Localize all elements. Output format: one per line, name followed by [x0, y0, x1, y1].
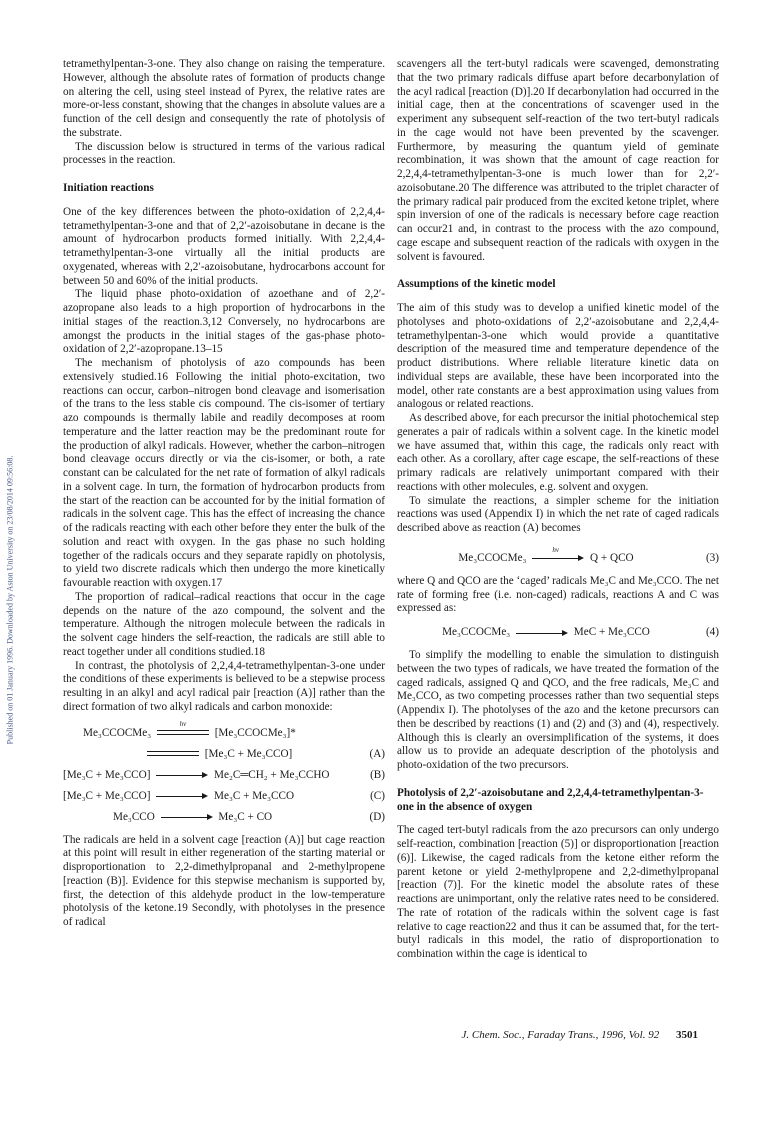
download-watermark [2, 240, 18, 960]
paragraph: In contrast, the photolysis of 2,2,4,4-tetramethylpentan-3-one under the conditions of these experiments is believed to be a stepwise process resulting in an alkyl and acyl radical pair [reaction (A)] rather than the direct formation of two alkyl radicals and carbon monoxide: [63, 659, 385, 713]
section-heading-initiation: Initiation reactions [63, 182, 154, 194]
reaction-arrow-icon [156, 791, 208, 801]
section-heading-assumptions: Assumptions of the kinetic model [397, 278, 556, 291]
hv-label: hv [552, 546, 560, 555]
equation-a-step2 [63, 744, 385, 762]
page-number: 3501 [676, 1029, 698, 1041]
reaction-arrow-icon [516, 628, 568, 638]
download-watermark-text: Published on 01 January 1996. Downloaded by Aston University on 23/08/2014 09:56:08. [5, 455, 15, 745]
left-column [63, 58, 385, 930]
section-heading-photolysis: Photolysis of 2,2′-azoisobutane and 2,2,4,4-tetramethylpentan-3-one in the absence of oxygen [397, 786, 704, 813]
equation-number: (4) [705, 626, 719, 639]
equation-lhs: [Me₃C + Me₃CCO] [63, 768, 151, 781]
paragraph: The aim of this study was to develop a unified kinetic model of the photolyses and photo-oxidations of 2,2′-azoisobutane and 2,2,4,4-tetramethylpentan-3-one which would provide a quantitative description of the measured time and temperature dependence of the product distributions. Where reliable literature kinetic data on individual steps are available, these have been incorporated into the model, other rate constants are a best approximation using values from analogous or related reactions. [397, 302, 719, 411]
paragraph: where Q and QCO are the ‘caged’ radicals Me₃C and Me₃CCO. The net rate of forming free (i.e. non-caged) radicals, reactions A and C was expressed as: [397, 574, 719, 615]
paragraph: To simulate the reactions, a simpler scheme for the initiation reactions was used (Appendix I) in which the net rate of caged radicals described above as reaction (A) becomes [397, 494, 719, 534]
equation-lhs: Me₃CCOCMe₃ [458, 552, 527, 564]
equation-4 [397, 622, 719, 640]
reaction-scheme [63, 720, 385, 825]
reaction-arrow-icon [161, 812, 213, 822]
reaction-arrow-icon [156, 770, 208, 780]
equation-lhs: Me₃CCOCMe₃ [83, 726, 152, 739]
equilibrium-arrow-icon [157, 720, 209, 739]
paragraph: One of the key differences between the photo-oxidation of 2,2,4,4-tetramethylpentan-3-one and that of 2,2′-azoisobutane in decane is the amount of hydrocarbon products formed initially. With 2,2,4,4-tetramethylpentan-3-one virtually all the initial products are oxygenated, whereas with 2,2′-azoisobutane, hydrocarbons account for between 50 and 60% of the initial products. [63, 205, 385, 287]
equation-rhs: Me₂C═CH₂ + Me₃CCHO [214, 768, 330, 781]
equation-number: (C) [370, 789, 385, 802]
equation-rhs: [Me₃CCOCMe₃]* [214, 726, 296, 739]
equation-rhs: Me₃C + CO [218, 810, 273, 823]
equation-number: (D) [369, 810, 385, 823]
paragraph: As described above, for each precursor the initial photochemical step generates a pair of radicals within a solvent cage. In the kinetic model we have assumed that, within this cage, the radicals only react with each other. As a corollary, after cage escape, the self-reactions of these primary radicals are relatively unimportant compared with their reactions with other molecules, e.g. solvent and oxygen. [397, 412, 719, 493]
equation-rhs: MeC + Me₃CCO [573, 626, 650, 639]
equation-number: (3) [705, 552, 719, 564]
equation-c [63, 786, 385, 804]
equation-b [63, 765, 385, 783]
right-column [397, 58, 719, 962]
paragraph: The discussion below is structured in terms of the various radical processes in the reaction. [63, 140, 385, 167]
paragraph: The radicals are held in a solvent cage [reaction (A)] but cage reaction at this point will result in either regeneration of the starting material or disproportionation to 2,2-dimethylpropanal and 2-methylpropene [reaction (B)]. Evidence for this stepwise mechanism is supported by, first, the detection of this aldehyde product in the low-temperature photolysis of the ketone.19 Secondly, with photolyses in the presence of radical [63, 833, 385, 928]
equation-number: (A) [369, 747, 385, 760]
equation-lhs: [Me₃C + Me₃CCO] [63, 789, 151, 802]
equation-rhs: Q + QCO [590, 552, 634, 564]
equilibrium-arrow-icon [147, 748, 199, 760]
paragraph: tetramethylpentan-3-one. They also change on raising the temperature. However, although the absolute rates of formation of products change on altering the cell, using steel instead of Pyrex, the relative rates are more-or-less constant, showing that the changes in absolute values are a function of the cell design and consequently the rate of photolysis of the substrate. [63, 58, 385, 139]
paragraph: To simplify the modelling to enable the simulation to distinguish between the two types of radicals, we have treated the formation of the caged radicals, assigned Q and QCO, and the free radicals, Me₃C and Me₃CCO, as two competing processes rather than two sequential steps (Appendix I). The photolyses of the azo and the ketone precursors can then be described by reactions (1) and (2) and (3) and (4), respectively. Although this is clearly an oversimplification of the systems, it does allow us to provide an adequate description of the photolysis and photo-oxidation of the two precursors. [397, 649, 719, 771]
equation-lhs: Me₃CCOCMe₃ [442, 626, 511, 639]
page-footer [462, 1029, 698, 1041]
paragraph: scavengers all the tert-butyl radicals were scavenged, demonstrating that the two primary radicals diffuse apart before decarbonylation of the acyl radical [reaction (D)].20 If decarbonylation had occurred in the initial cage, then at the concentrations of scavenger used in the experiment any subsequent self-reaction of the two tert-butyl radicals in the cage would not have been prevented by the scavenger. Furthermore, by measuring the quantum yield of geminate recombination, it was shown that the amount of cage reaction for 2,2,4,4-tetramethylpentan-3-one is much lower than for 2,2′-azoisobutane.20 The difference was attributed to the triplet character of the primary radical pair produced from the excited ketone triplet, where spin inversion of one of the radicals is necessary before cage reaction can occur21 and, in contrast to the process with the azo compound, cage escape and subsequent reaction of the radicals with oxygen in the solvent is favoured. [397, 58, 719, 263]
equation-rhs: [Me₃C + Me₃CCO] [204, 747, 293, 760]
hv-label: hv [179, 720, 187, 729]
paragraph: The caged tert-butyl radicals from the azo precursors can only undergo self-reaction, combination [reaction (5)] or disproportionation [reaction (6)]. Likewise, the caged radicals from the ketone either reform the parent ketone or yield 2-methylpropene and 2,2-dimethylpropanal [reaction (7)]. For the kinetic model the absolute rates of these reactions are unimportant, only the relative rates need to be considered. The rate of rotation of the radicals within the solvent cage is fast relative to cage reaction22 and thus it can be assumed that, for the tert-butyl radicals in this model, the ratio of disproportionation to combination within the cage is identical to [397, 824, 719, 960]
equation-lhs: Me₃CCO [113, 810, 155, 823]
equation-a-step1 [63, 720, 385, 741]
reaction-arrow-icon [532, 546, 584, 563]
equation-number: (B) [370, 768, 385, 781]
equation-d [63, 807, 385, 825]
journal-citation: J. Chem. Soc., Faraday Trans., 1996, Vol. 92 [461, 1029, 660, 1041]
paragraph: The liquid phase photo-oxidation of azoethane and of 2,2′-azopropane also leads to a high proportion of hydrocarbons in the initial stages of the reaction.3,12 Conversely, no hydrocarbons are amongst the products in the initial stages of the gas-phase photo-oxidation of 2,2′-azopropane.13–15 [63, 288, 385, 356]
equation-rhs: Me₃C + Me₃CCO [214, 789, 295, 802]
equation-3 [397, 548, 719, 566]
paragraph: The proportion of radical–radical reactions that occur in the cage depends on the nature of the azo compound, the solvent and the temperature. Although the nitrogen molecule between the radicals in the solvent cage hinders the self-reaction, the radicals are still able to react together under all conditions studied.18 [63, 590, 385, 658]
paragraph: The mechanism of photolysis of azo compounds has been extensively studied.16 Following the initial photo-excitation, two reactions can occur, carbon–nitrogen bond cleavage and isomerisation of the trans to the less stable cis compound. The cis-isomer of tertiary azo compounds is thermally labile and readily decomposes at room temperature and the latter reaction may be the predominant route for the production of alkyl radicals. However, whether the carbon–nitrogen bond cleavage occurs directly or via the cis-isomer, or both, a rate constant can be calculated for the net rate of formation of alkyl radicals in a solvent cage. In turn, the formation of hydrocarbon products from the start of the reaction can be accounted for by the initial formation of radicals in the solvent cage. This has the effect of increasing the chance of the radicals reacting with each other before they enter the bulk of the solution and react with oxygen. In the gas phase no such holding together of the radicals occurs and they separate rapidly on photolysis, to yield two discrete radicals which then undergo the more kinetically favourable reaction with oxygen.17 [63, 357, 385, 589]
